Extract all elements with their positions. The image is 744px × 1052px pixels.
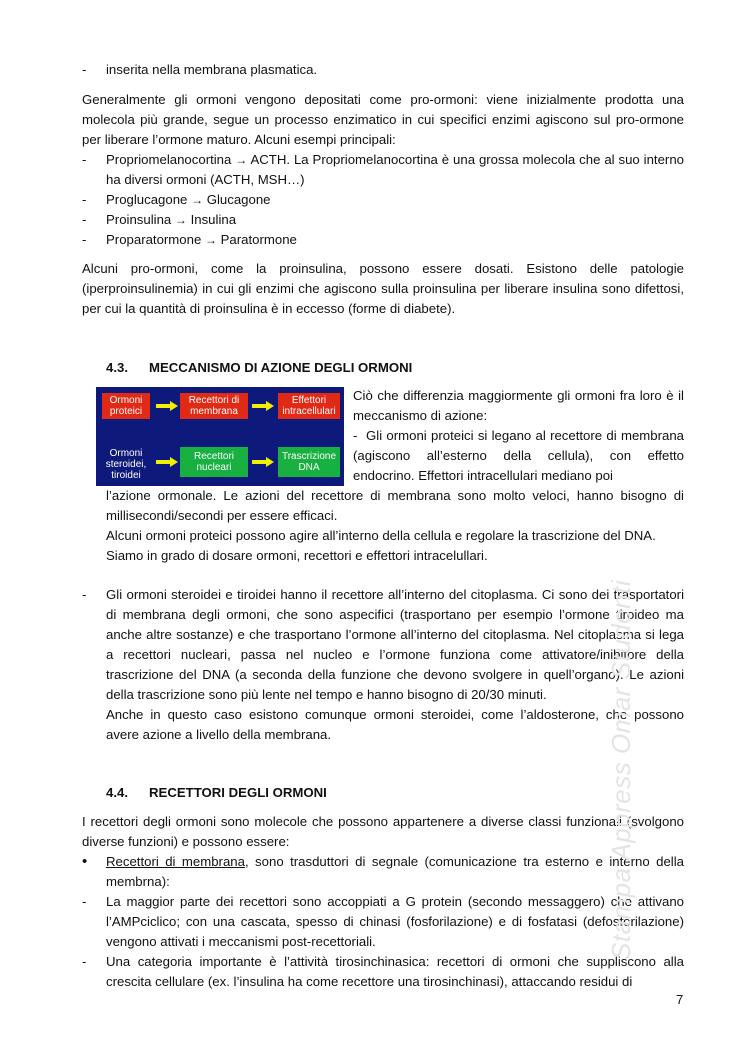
diagram-box-protein-hormones: Ormoni proteici [102, 393, 150, 419]
arrow-right-icon [252, 457, 274, 467]
paragraph-text: I recettori degli ormoni sono molecole che possono appartenere a diverse classi funzionali (svolgono diverse funzioni) e possono essere: [82, 814, 684, 849]
dash-marker: - [82, 62, 87, 77]
arrow-right-icon: → [174, 213, 187, 227]
arrow-right-icon [252, 401, 274, 411]
list-item-top [82, 60, 684, 80]
paragraph-proinsulin [82, 259, 684, 319]
bullet-icon: • [82, 853, 88, 870]
paragraph-text: Generalmente gli ormoni vengono depositati come pro-ormoni: viene inizialmente prodotta una molecola più grande, segue un processo enzimatico in cui specifici enzimi agiscono sul pro-ormone per liberare l’ormone maturo. Alcuni esempi principali: [82, 92, 684, 147]
dash-marker: - [82, 587, 87, 602]
diagram-box-dna-transcription: Trascrizione DNA [278, 447, 340, 477]
hormone-mechanism-diagram [96, 387, 344, 486]
list-item: • Recettori di membrana, sono trasduttori di segnale (comunicazione tra esterno e interno della membrna): [82, 853, 684, 889]
section-heading-4-4: 4.4. RECETTORI DEGLI ORMONI [106, 785, 327, 800]
diagram-box-nuclear-receptors: Recettori nucleari [180, 447, 248, 477]
section-4-3-side-text: Ciò che differenzia maggiormente gli ormoni fra loro è il meccanismo di azione: - Gli ormoni proteici si legano al recettore di membrana (agiscono all’esterno della cellula), con effetto endocrino. Effettori intracellulari mediano poi [353, 388, 685, 483]
list-item: - Proinsulina → Insulina [82, 212, 237, 227]
list-item: - Proparatormone → Paratormone [82, 232, 297, 247]
section-4-4-content [82, 812, 684, 992]
list-item: - Proglucagone → Glucagone [82, 192, 271, 207]
section-4-3-item1-continued: l’azione ormonale. Le azioni del recettore di membrana sono molto veloci, hanno bisogno di millisecondi/secondi per essere efficaci. Alcuni ormoni proteici possono agire all’interno della cellula e regolare la trascrizione del DNA. Siamo in grado di dosare ormoni, recettori e effettori intracelullari. [106, 488, 684, 563]
dash-marker: - [353, 428, 358, 443]
list-item: - Propriomelanocortina → ACTH. La Propriomelanocortina è una grossa molecola che al suo interno ha diversi ormoni (ACTH, MSH…) [82, 152, 684, 187]
diagram-box-intracellular-effectors: Effettori intracellulari [278, 393, 340, 419]
arrow-right-icon [156, 457, 178, 467]
arrow-right-icon: → [235, 153, 248, 167]
arrow-right-icon [156, 401, 178, 411]
diagram-box-steroid-hormones: Ormoni steroidei, tiroidei [105, 447, 147, 481]
list-item: - Una categoria importante è l’attività tirosinchinasica: recettori di ormoni che suppliscono alla crescita cellulare (ex. l’insulina ha come recettore una tirosinchinasi), attaccando residui di [82, 954, 684, 989]
page-number: 7 [676, 992, 684, 1007]
diagram-box-membrane-receptors: Recettori di membrana [180, 393, 248, 419]
paragraph-prohormones [82, 90, 684, 250]
list-item-text: inserita nella membrana plasmatica. [106, 62, 318, 77]
arrow-right-icon: → [204, 233, 217, 247]
arrow-right-icon: → [191, 193, 204, 207]
paragraph-text: Alcuni pro-ormoni, come la proinsulina, possono essere dosati. Esistono delle patologie (iperproinsulinemia) in cui gli enzimi che agiscono sulla proinsulina per liberare insulina sono difettosi, per cui la quantità di proinsulina è in eccesso (forme di diabete). [82, 261, 684, 316]
section-4-3-item2: - Gli ormoni steroidei e tiroidei hanno il recettore all’interno del citoplasma. Ci sono dei trasportatori di membrana degli ormoni, che sono aspecifici (trasportano per esempio l’ormone tiroideo ma anche altre sostanze) e che trasportano l’ormone all’interno del citoplasma. Nel citoplasma si lega a recettori nucleari, passa nel nucleo e l’ormone funziona come attivatore/inibitore della trascrizione del DNA (a seconda della funzione che devono svolgere in quell’organo). Le azioni della trascrizione sono più lente nel tempo e hanno bisogno di 20/30 minuti. Anche in questo caso esistono comunque ormoni steroidei, come l’aldosterone, che possono avere azione a livello della membrana. [82, 587, 684, 742]
section-heading-4-3: 4.3. MECCANISMO DI AZIONE DEGLI ORMONI [106, 360, 413, 375]
watermark: Stampa Appress Omar Studenti [606, 579, 636, 960]
list-item: - La maggior parte dei recettori sono accoppiati a G protein (secondo messaggero) che attivano l’AMPciclico; con una cascata, spesso di chinasi (fosforilazione) e di fosfatasi (defosforilazione) vengono attivati i meccanismi post-recettoriali. [82, 894, 684, 949]
